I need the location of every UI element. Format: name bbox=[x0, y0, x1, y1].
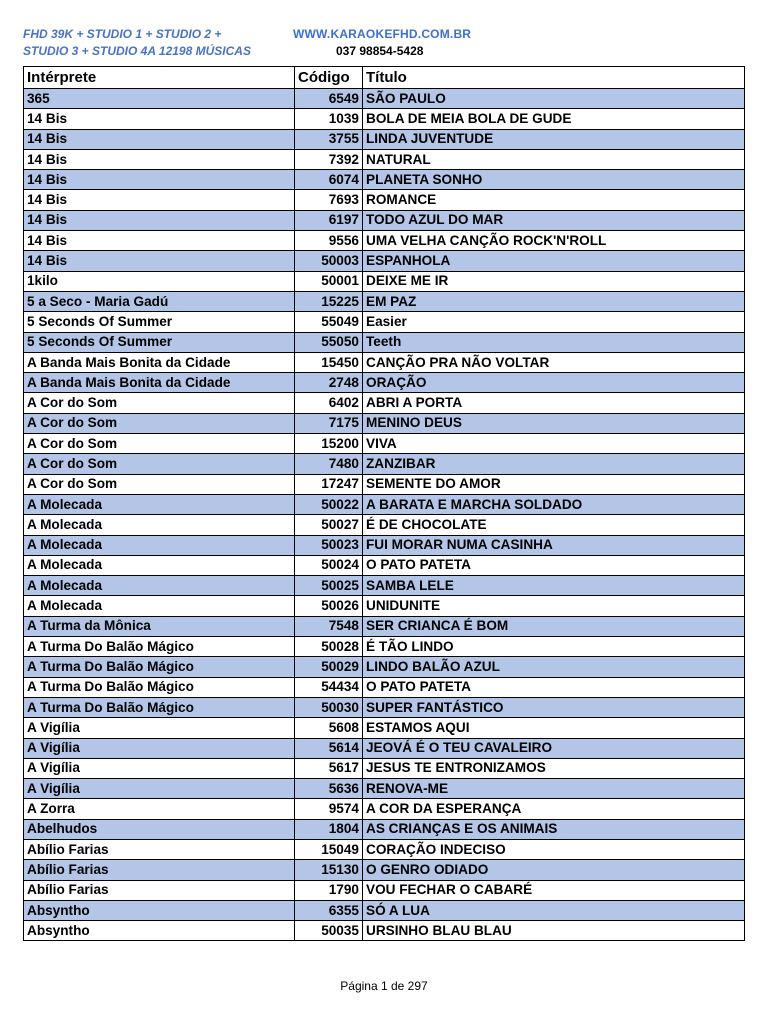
code-cell: 55050 bbox=[295, 332, 363, 352]
title-cell: ORAÇÃO bbox=[363, 373, 745, 393]
artist-cell: 14 Bis bbox=[24, 170, 295, 190]
artist-cell: 5 a Seco - Maria Gadú bbox=[24, 291, 295, 311]
table-body bbox=[24, 89, 745, 941]
table-row bbox=[24, 616, 745, 636]
table-row bbox=[24, 738, 745, 758]
table-row bbox=[24, 251, 745, 271]
artist-cell: A Cor do Som bbox=[24, 434, 295, 454]
title-cell: JESUS TE ENTRONIZAMOS bbox=[363, 758, 745, 778]
table-row bbox=[24, 332, 745, 352]
title-cell: ZANZIBAR bbox=[363, 454, 745, 474]
code-cell: 50029 bbox=[295, 657, 363, 677]
code-cell: 17247 bbox=[295, 474, 363, 494]
table-row bbox=[24, 129, 745, 149]
code-cell: 5614 bbox=[295, 738, 363, 758]
code-cell: 6074 bbox=[295, 170, 363, 190]
title-cell: VIVA bbox=[363, 434, 745, 454]
artist-cell: Absyntho bbox=[24, 900, 295, 920]
table-row bbox=[24, 596, 745, 616]
artist-cell: A Molecada bbox=[24, 515, 295, 535]
artist-cell: A Zorra bbox=[24, 799, 295, 819]
code-cell: 1039 bbox=[295, 109, 363, 129]
title-cell: VOU FECHAR O CABARÉ bbox=[363, 880, 745, 900]
title-cell: JEOVÁ É O TEU CAVALEIRO bbox=[363, 738, 745, 758]
code-cell: 15049 bbox=[295, 839, 363, 859]
column-header-artist: Intérprete bbox=[24, 67, 295, 89]
phone-number: 037 98854-5428 bbox=[336, 44, 424, 58]
artist-cell: 14 Bis bbox=[24, 251, 295, 271]
title-cell: AS CRIANÇAS E OS ANIMAIS bbox=[363, 819, 745, 839]
table-row bbox=[24, 860, 745, 880]
artist-cell: A Turma Do Balão Mágico bbox=[24, 637, 295, 657]
code-cell: 50027 bbox=[295, 515, 363, 535]
title-cell: SAMBA LELE bbox=[363, 576, 745, 596]
title-cell: RENOVA-ME bbox=[363, 779, 745, 799]
table-row bbox=[24, 89, 745, 109]
code-cell: 6549 bbox=[295, 89, 363, 109]
title-cell: O PATO PATETA bbox=[363, 677, 745, 697]
artist-cell: 14 Bis bbox=[24, 109, 295, 129]
code-cell: 3755 bbox=[295, 129, 363, 149]
code-cell: 7548 bbox=[295, 616, 363, 636]
table-row bbox=[24, 819, 745, 839]
title-cell: LINDO BALÃO AZUL bbox=[363, 657, 745, 677]
song-table bbox=[23, 66, 745, 941]
code-cell: 50003 bbox=[295, 251, 363, 271]
title-cell: Teeth bbox=[363, 332, 745, 352]
code-cell: 1804 bbox=[295, 819, 363, 839]
title-cell: SÃO PAULO bbox=[363, 89, 745, 109]
artist-cell: 14 Bis bbox=[24, 129, 295, 149]
artist-cell: 1kilo bbox=[24, 271, 295, 291]
table-row bbox=[24, 494, 745, 514]
artist-cell: A Cor do Som bbox=[24, 413, 295, 433]
title-cell: CORAÇÃO INDECISO bbox=[363, 839, 745, 859]
table-row bbox=[24, 718, 745, 738]
artist-cell: Abílio Farias bbox=[24, 860, 295, 880]
table-row bbox=[24, 758, 745, 778]
title-cell: O GENRO ODIADO bbox=[363, 860, 745, 880]
artist-cell: A Cor do Som bbox=[24, 393, 295, 413]
code-cell: 7392 bbox=[295, 149, 363, 169]
title-cell: TODO AZUL DO MAR bbox=[363, 210, 745, 230]
title-cell: O PATO PATETA bbox=[363, 555, 745, 575]
artist-cell: 5 Seconds Of Summer bbox=[24, 312, 295, 332]
code-cell: 6197 bbox=[295, 210, 363, 230]
artist-cell: A Cor do Som bbox=[24, 454, 295, 474]
artist-cell: A Molecada bbox=[24, 494, 295, 514]
artist-cell: Abílio Farias bbox=[24, 839, 295, 859]
code-cell: 50035 bbox=[295, 921, 363, 941]
title-cell: SER CRIANCA É BOM bbox=[363, 616, 745, 636]
table-row bbox=[24, 190, 745, 210]
title-cell: DEIXE ME IR bbox=[363, 271, 745, 291]
title-cell: SÓ A LUA bbox=[363, 900, 745, 920]
code-cell: 7480 bbox=[295, 454, 363, 474]
code-cell: 6402 bbox=[295, 393, 363, 413]
artist-cell: A Turma Do Balão Mágico bbox=[24, 657, 295, 677]
table-row bbox=[24, 434, 745, 454]
code-cell: 1790 bbox=[295, 880, 363, 900]
title-cell: PLANETA SONHO bbox=[363, 170, 745, 190]
table-row bbox=[24, 576, 745, 596]
code-cell: 50023 bbox=[295, 535, 363, 555]
table-row bbox=[24, 839, 745, 859]
artist-cell: A Turma da Mônica bbox=[24, 616, 295, 636]
column-header-code: Código bbox=[295, 67, 363, 89]
table-row bbox=[24, 637, 745, 657]
code-cell: 2748 bbox=[295, 373, 363, 393]
title-cell: É TÃO LINDO bbox=[363, 637, 745, 657]
table-row bbox=[24, 799, 745, 819]
table-row bbox=[24, 373, 745, 393]
title-cell: ESPANHOLA bbox=[363, 251, 745, 271]
code-cell: 55049 bbox=[295, 312, 363, 332]
artist-cell: 14 Bis bbox=[24, 190, 295, 210]
artist-cell: A Molecada bbox=[24, 555, 295, 575]
code-cell: 15130 bbox=[295, 860, 363, 880]
table-row bbox=[24, 657, 745, 677]
table-row bbox=[24, 170, 745, 190]
table-row bbox=[24, 535, 745, 555]
artist-cell: A Vigília bbox=[24, 738, 295, 758]
column-header-title: Título bbox=[363, 67, 745, 89]
code-cell: 6355 bbox=[295, 900, 363, 920]
title-cell: LINDA JUVENTUDE bbox=[363, 129, 745, 149]
table-row bbox=[24, 474, 745, 494]
table-row bbox=[24, 454, 745, 474]
table-row bbox=[24, 921, 745, 941]
code-cell: 7175 bbox=[295, 413, 363, 433]
artist-cell: 5 Seconds Of Summer bbox=[24, 332, 295, 352]
artist-cell: A Molecada bbox=[24, 576, 295, 596]
artist-cell: A Turma Do Balão Mágico bbox=[24, 697, 295, 717]
code-cell: 50022 bbox=[295, 494, 363, 514]
title-cell: EM PAZ bbox=[363, 291, 745, 311]
code-cell: 50026 bbox=[295, 596, 363, 616]
code-cell: 7693 bbox=[295, 190, 363, 210]
table-row bbox=[24, 677, 745, 697]
artist-cell: Absyntho bbox=[24, 921, 295, 941]
title-cell: ROMANCE bbox=[363, 190, 745, 210]
title-cell: SUPER FANTÁSTICO bbox=[363, 697, 745, 717]
table-header-row bbox=[24, 67, 745, 89]
title-cell: MENINO DEUS bbox=[363, 413, 745, 433]
table-row bbox=[24, 271, 745, 291]
code-cell: 5608 bbox=[295, 718, 363, 738]
artist-cell: A Molecada bbox=[24, 535, 295, 555]
code-cell: 15225 bbox=[295, 291, 363, 311]
title-cell: UNIDUNITE bbox=[363, 596, 745, 616]
code-cell: 50024 bbox=[295, 555, 363, 575]
artist-cell: A Vigília bbox=[24, 758, 295, 778]
table-row bbox=[24, 231, 745, 251]
artist-cell: A Banda Mais Bonita da Cidade bbox=[24, 352, 295, 372]
table-row bbox=[24, 900, 745, 920]
code-cell: 9556 bbox=[295, 231, 363, 251]
table-row bbox=[24, 352, 745, 372]
artist-cell: 365 bbox=[24, 89, 295, 109]
artist-cell: 14 Bis bbox=[24, 210, 295, 230]
title-cell: A BARATA E MARCHA SOLDADO bbox=[363, 494, 745, 514]
title-cell: É DE CHOCOLATE bbox=[363, 515, 745, 535]
code-cell: 50001 bbox=[295, 271, 363, 291]
title-cell: ESTAMOS AQUI bbox=[363, 718, 745, 738]
table-row bbox=[24, 697, 745, 717]
code-cell: 50025 bbox=[295, 576, 363, 596]
artist-cell: Abílio Farias bbox=[24, 880, 295, 900]
code-cell: 5617 bbox=[295, 758, 363, 778]
code-cell: 54434 bbox=[295, 677, 363, 697]
artist-cell: A Turma Do Balão Mágico bbox=[24, 677, 295, 697]
artist-cell: A Cor do Som bbox=[24, 474, 295, 494]
catalog-title-line-2: STUDIO 3 + STUDIO 4A 12198 MÚSICAS bbox=[23, 44, 251, 58]
title-cell: URSINHO BLAU BLAU bbox=[363, 921, 745, 941]
table-row bbox=[24, 210, 745, 230]
title-cell: UMA VELHA CANÇÃO ROCK'N'ROLL bbox=[363, 231, 745, 251]
artist-cell: Abelhudos bbox=[24, 819, 295, 839]
table-row bbox=[24, 393, 745, 413]
table-row bbox=[24, 555, 745, 575]
artist-cell: A Banda Mais Bonita da Cidade bbox=[24, 373, 295, 393]
artist-cell: A Molecada bbox=[24, 596, 295, 616]
artist-cell: A Vigília bbox=[24, 718, 295, 738]
title-cell: CANÇÃO PRA NÃO VOLTAR bbox=[363, 352, 745, 372]
table-row bbox=[24, 149, 745, 169]
code-cell: 50030 bbox=[295, 697, 363, 717]
table-row bbox=[24, 109, 745, 129]
code-cell: 15200 bbox=[295, 434, 363, 454]
title-cell: NATURAL bbox=[363, 149, 745, 169]
table-row bbox=[24, 880, 745, 900]
catalog-title-line-1: FHD 39K + STUDIO 1 + STUDIO 2 + bbox=[23, 27, 222, 41]
code-cell: 9574 bbox=[295, 799, 363, 819]
code-cell: 50028 bbox=[295, 637, 363, 657]
page-number: Página 1 de 297 bbox=[340, 979, 428, 993]
table-row bbox=[24, 413, 745, 433]
table-row bbox=[24, 779, 745, 799]
website-link[interactable]: WWW.KARAOKEFHD.COM.BR bbox=[293, 27, 472, 41]
title-cell: SEMENTE DO AMOR bbox=[363, 474, 745, 494]
title-cell: FUI MORAR NUMA CASINHA bbox=[363, 535, 745, 555]
code-cell: 15450 bbox=[295, 352, 363, 372]
code-cell: 5636 bbox=[295, 779, 363, 799]
title-cell: ABRI A PORTA bbox=[363, 393, 745, 413]
title-cell: Easier bbox=[363, 312, 745, 332]
table-row bbox=[24, 312, 745, 332]
table-row bbox=[24, 515, 745, 535]
artist-cell: A Vigília bbox=[24, 779, 295, 799]
title-cell: A COR DA ESPERANÇA bbox=[363, 799, 745, 819]
title-cell: BOLA DE MEIA BOLA DE GUDE bbox=[363, 109, 745, 129]
table-row bbox=[24, 291, 745, 311]
artist-cell: 14 Bis bbox=[24, 231, 295, 251]
artist-cell: 14 Bis bbox=[24, 149, 295, 169]
